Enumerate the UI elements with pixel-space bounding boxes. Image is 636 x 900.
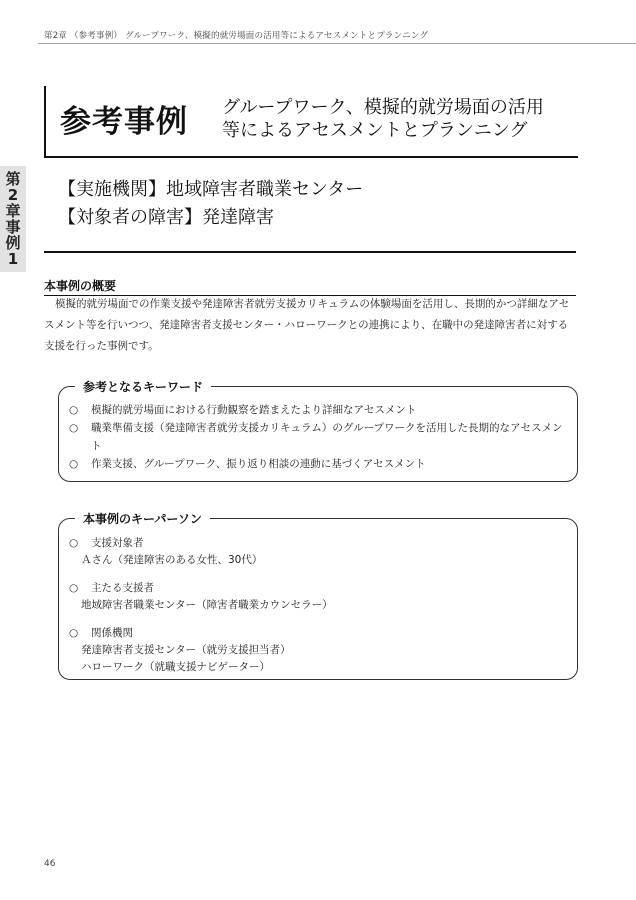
running-head-rule [38,43,636,44]
overview-heading: 本事例の概要 [44,277,576,296]
side-tab-char: 事 [5,218,21,236]
page-subtitle [222,96,544,142]
subtitle-line-2: 等によるアセスメントとプランニング [222,120,528,141]
subtitle-line-1: グループワーク、模擬的就労場面の活用 [222,97,544,118]
key-person-detail: 地域障害者職業センター（障害者職業カウンセラー） [81,599,333,611]
keyword-text: 作業支援、グループワーク、振り返り相談の連動に基づくアセスメント [91,458,426,470]
key-person-group [69,535,569,569]
keywords-title: 参考となるキーワード [75,378,211,395]
key-persons-list [69,535,569,687]
key-persons-title: 本事例のキーパーソン [75,510,210,527]
key-person-group [69,580,569,614]
page-title: 参考事例 [60,104,188,140]
keyword-text: 模擬的就労場面における行動観察を踏まえたより詳細なアセスメント [91,404,417,416]
side-tab-char: 章 [5,202,21,220]
circle-bullet-icon: ○ [69,582,79,594]
list-item [69,455,569,473]
keywords-list [69,401,569,473]
circle-bullet-icon: ○ [69,458,79,470]
page-number: 46 [44,859,56,869]
running-head: 第2章 （参考事例） グループワーク、模擬的就労場面の活用等によるアセスメントとプランニング [44,31,429,41]
chapter-side-tab [0,166,26,272]
key-person-label-row [69,580,569,597]
list-item [69,401,569,419]
circle-bullet-icon: ○ [69,537,79,549]
side-tab-char: 例 [5,234,21,252]
overview-body: 模擬的就労場面での作業支援や発達障害者就労支援カリキュラムの体験場面を活用し、長期的かつ詳細なアセスメント等を行いつつ、発達障害者支援センター・ハローワークとの連携により、在職中の発達障害者に対する支援を行った事例です。 [44,298,570,352]
title-box [44,86,578,158]
info-divider [44,251,576,253]
key-person-label: 主たる支援者 [91,582,154,594]
circle-bullet-icon: ○ [69,422,79,434]
key-persons-box [58,512,578,680]
side-tab-char: 2 [7,186,19,204]
key-person-detail: ハローワーク（就職支援ナビゲーター） [81,661,270,673]
disability-line: 【対象者の障害】発達障害 [58,207,274,228]
side-tab-char: 第 [5,170,21,188]
key-person-label-row [69,625,569,642]
circle-bullet-icon: ○ [69,404,79,416]
key-person-label: 関係機関 [91,627,133,639]
key-person-detail: Ａさん（発達障害のある女性、30代） [81,554,263,566]
key-person-label: 支援対象者 [91,537,144,549]
key-person-label-row [69,535,569,552]
keywords-box [58,380,578,482]
institution-line: 【実施機関】地域障害者職業センター [58,179,364,200]
list-item [69,419,569,455]
key-person-group [69,625,569,676]
key-person-detail: 発達障害者支援センター（就労支援担当者） [81,644,291,656]
case-info [58,176,363,232]
side-tab-char: 1 [7,250,19,268]
keyword-text: 職業準備支援（発達障害者就労支援カリキュラム）のグループワークを活用した長期的なアセスメント [91,422,563,452]
circle-bullet-icon: ○ [69,627,79,639]
